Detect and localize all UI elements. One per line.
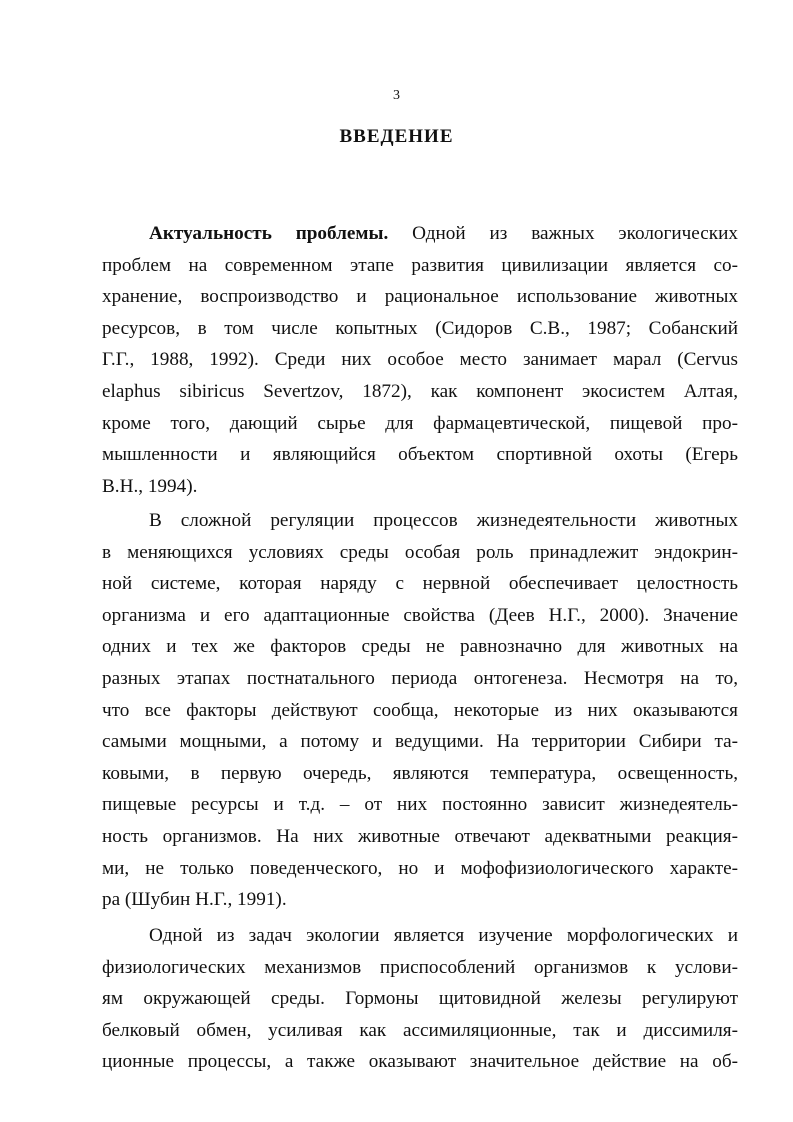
text-line: организма и его адаптационные свойства (Деев Н.Г., 2000). Значение	[102, 604, 738, 626]
text-line: В сложной регуляции процессов жизнедеятельности животных	[149, 510, 738, 531]
text-line: В.Н., 1994).	[102, 475, 198, 497]
text-line: elaphus sibiricus Severtzov, 1872), как компонент экосистем Алтая,	[102, 380, 738, 402]
text-line: одних и тех же факторов среды не равнозначно для животных на	[102, 636, 738, 658]
text-line: хранение, воспроизводство и рациональное использование животных	[102, 286, 738, 308]
text-line: Актуальность проблемы. Одной из важных экологических	[149, 223, 738, 244]
text-line: проблем на современном этапе развития цивилизации является со-	[102, 254, 738, 276]
text-line: мышленности и являющийся объектом спортивной охоты (Егерь	[102, 444, 738, 466]
text-line: Одной из задач экологии является изучение морфологических и	[149, 925, 738, 946]
text-line: ра (Шубин Н.Г., 1991).	[102, 889, 287, 911]
text-line: что все факторы действуют сообща, некоторые из них оказываются	[102, 699, 738, 721]
lead-term: Актуальность проблемы.	[149, 223, 389, 244]
paragraph-regulation	[102, 505, 738, 916]
text-line: белковый обмен, усиливая как ассимиляционные, так и диссимиля-	[102, 1019, 738, 1041]
text-line: пищевые ресурсы и т.д. – от них постоянно зависит жизнедеятель-	[102, 794, 738, 816]
paragraph-ecology-tasks	[102, 920, 738, 1078]
text-line: кроме того, дающий сырье для фармацевтической, пищевой про-	[102, 412, 738, 434]
page-title: ВВЕДЕНИЕ	[339, 126, 454, 147]
paragraph-relevance	[102, 218, 738, 502]
text-line: разных этапах постнатального периода онтогенеза. Несмотря на то,	[102, 667, 738, 689]
text-line: физиологических механизмов приспособлений организмов к услови-	[102, 956, 738, 978]
text-line: ность организмов. На них животные отвечают адекватными реакция-	[102, 825, 738, 847]
text-line: Г.Г., 1988, 1992). Среди них особое место занимает марал (Cervus	[102, 349, 738, 371]
page-number: 3	[393, 88, 400, 103]
text-line: ной системе, которая наряду с нервной обеспечивает целостность	[102, 573, 738, 595]
text-line: ресурсов, в том числе копытных (Сидоров С.В., 1987; Собанский	[102, 317, 738, 339]
text-line: в меняющихся условиях среды особая роль принадлежит эндокрин-	[102, 541, 738, 563]
text-line: ям окружающей среды. Гормоны щитовидной железы регулируют	[102, 988, 738, 1010]
text-line: ковыми, в первую очередь, являются температура, освещенность,	[102, 762, 738, 784]
text-line: ционные процессы, а также оказывают значительное действие на об-	[102, 1051, 738, 1073]
text-line: самыми мощными, а потому и ведущими. На территории Сибири та-	[102, 731, 738, 753]
text-line: ми, не только поведенческого, но и мофофизиологического характе-	[102, 857, 738, 879]
